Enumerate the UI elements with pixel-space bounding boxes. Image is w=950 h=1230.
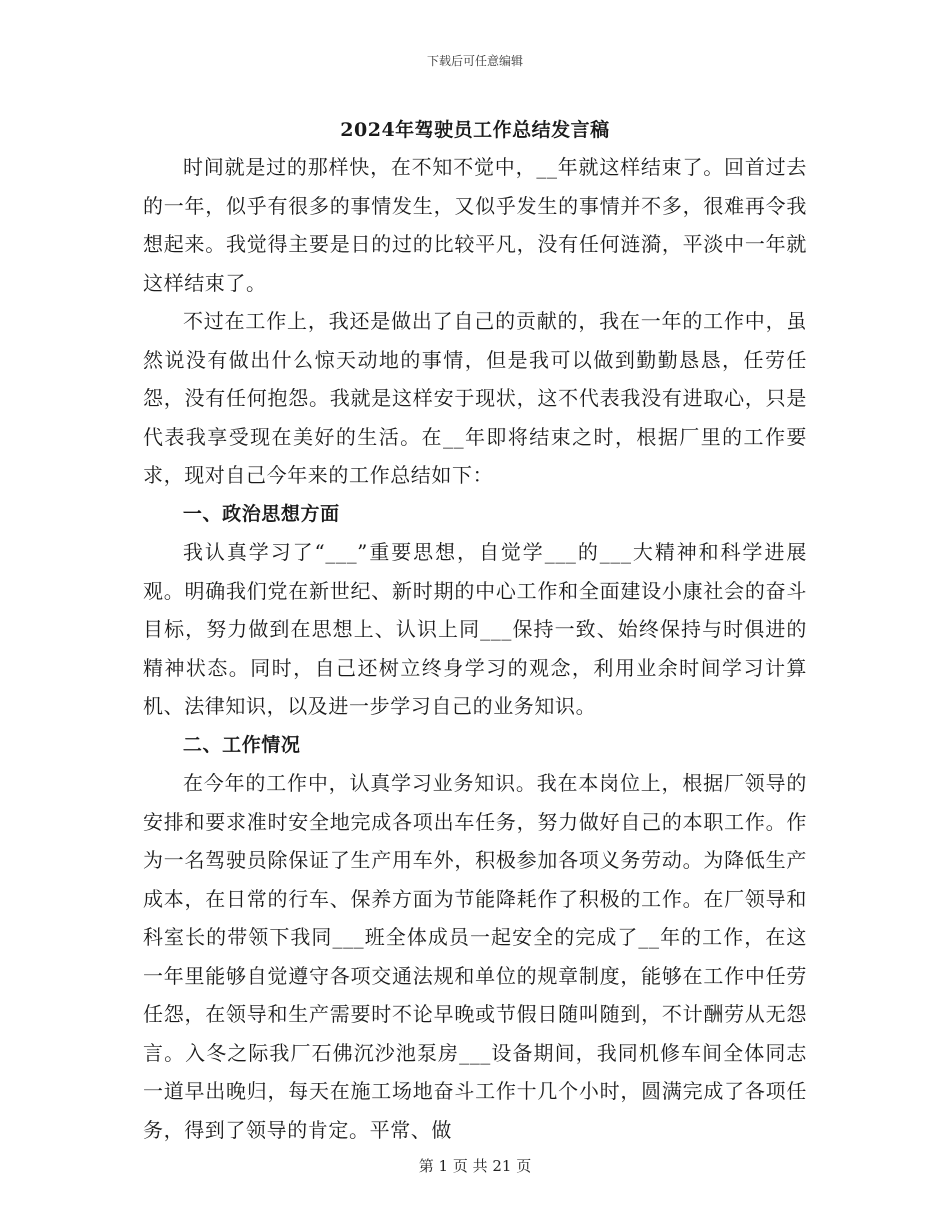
section-heading-politics: 一、政治思想方面 xyxy=(182,502,340,525)
header-note: 下载后可任意编辑 xyxy=(426,54,523,68)
paragraph-overview: 不过在工作上，我还是做出了自己的贡献的，我在一年的工作中，虽然说没有做出什么惊天动地的事情，但是我可以做到勤勤恳恳，任劳任怨，没有任何抱怨。我就是这样安于现状，这不代表我没有进取心，只是代表我享受现在美好的生活。在__年即将结束之时，根据厂里的工作要求，现对自己今年来的工作总结如下： xyxy=(143,309,807,487)
page-number-footer: 第 1 页 共 21 页 xyxy=(418,1157,532,1175)
paragraph-intro: 时间就是过的那样快，在不知不觉中，__年就这样结束了。回首过去的一年，似乎有很多的事情发生，又似乎发生的事情并不多，很难再令我想起来。我觉得主要是日的过的比较平凡，没有任何涟漪，平淡中一年就这样结束了。 xyxy=(143,155,807,295)
document-title: 2024年驾驶员工作总结发言稿 xyxy=(340,119,610,141)
paragraph-work: 在今年的工作中，认真学习业务知识。我在本岗位上，根据厂领导的安排和要求准时安全地完成各项出车任务，努力做好自己的本职工作。作为一名驾驶员除保证了生产用车外，积极参加各项义务劳动。为降低生产成本，在日常的行车、保养方面为节能降耗作了积极的工作。在厂领导和科室长的带领下我同___班全体成员一起安全的完成了__年的工作，在这一年里能够自觉遵守各项交通法规和单位的规章制度，能够在工作中任劳任怨，在领导和生产需要时不论早晚或节假日随叫随到，不计酬劳从无怨言。入冬之际我厂石佛沉沙池泵房___设备期间，我同机修车间全体同志一道早出晚归，每天在施工场地奋斗工作十几个小时，圆满完成了各项任务，得到了领导的肯定。平常、做 xyxy=(143,771,807,1142)
section-heading-work: 二、工作情况 xyxy=(182,733,301,756)
paragraph-politics: 我认真学习了“___”重要思想，自觉学___的___大精神和科学进展观。明确我们党在新世纪、新时期的中心工作和全面建设小康社会的奋斗目标，努力做到在思想上、认识上同___保持一致、始终保持与时俱进的精神状态。同时，自己还树立终身学习的观念，利用业余时间学习计算机、法律知识，以及进一步学习自己的业务知识。 xyxy=(143,540,807,718)
document-body xyxy=(143,112,807,1149)
